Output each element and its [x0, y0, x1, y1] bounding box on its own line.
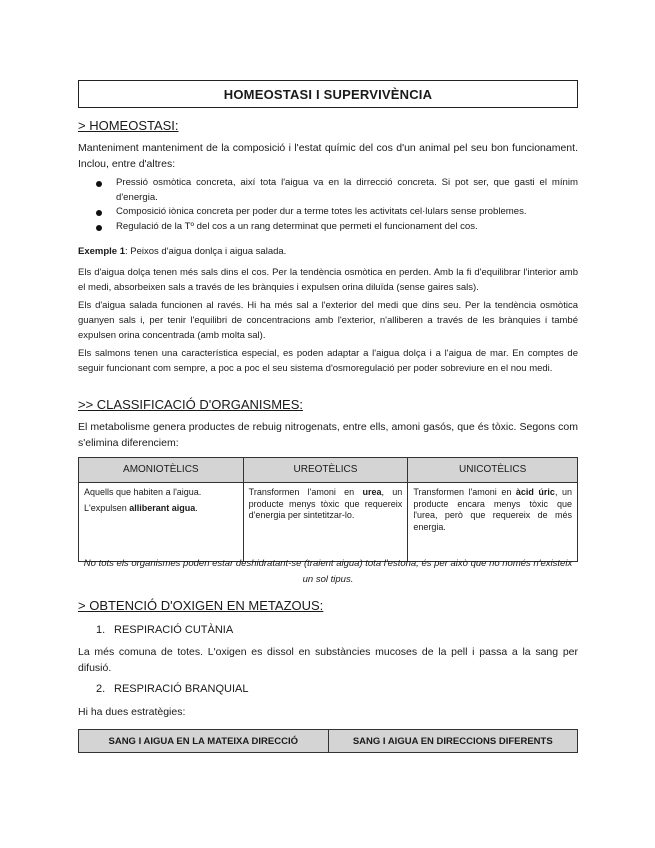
- section-heading-classificacio: >> CLASSIFICACIÓ D'ORGANISMES:: [78, 397, 303, 412]
- bullet-item: Regulació de la Tº del cos a un rang determinat que permeti el funcionament del cos.: [96, 220, 578, 235]
- strategies-table: [78, 729, 578, 753]
- bullet-item: Pressió osmòtica concreta, així tota l'aigua va en la dirrecció concreta. Si pot ser, que gasti el mínim d'energia.: [96, 176, 578, 205]
- strategy-different-directions: SANG I AIGUA EN DIRECCIONS DIFERENTS: [328, 730, 578, 753]
- example-line: [78, 244, 578, 259]
- subheading-respiracio-cutania: 1. RESPIRACIÓ CUTÀNIA: [96, 624, 234, 636]
- bullet-icon: [96, 181, 102, 187]
- homeostasi-bullet-list: [96, 176, 578, 234]
- classificacio-intro: El metabolisme genera productes de rebuig nitrogenats, entre ells, amoni gasós, que és tòxic. Segons com s'elimina diferenciem:: [78, 421, 578, 449]
- example-label: Exemple 1: [78, 246, 125, 257]
- bullet-icon: [96, 210, 102, 216]
- table-header-row: [79, 458, 578, 483]
- respiracio-cutania-text: La més comuna de totes. L'oxigen es dissol en substàncies mucoses de la pell i passa a la sang per difusió.: [78, 646, 578, 674]
- bullet-item: Composició iònica concreta per poder dur a terme totes les activitats cel·lulars sense problemes.: [96, 205, 578, 220]
- homeostasi-intro: Manteniment manteniment de la composició i l'estat químic del cos d'un animal pel seu bon funcionament. Inclou, entre d'altres:: [78, 142, 578, 170]
- document-title-text: HOMEOSTASI I SUPERVIVÈNCIA: [223, 86, 433, 102]
- example-text: : Peixos d'aigua donlça i aigua salada.: [125, 246, 287, 257]
- table-header-amoniotelics: AMONIOTÈLICS: [79, 458, 244, 483]
- bullet-icon: [96, 225, 102, 231]
- document-title: [78, 80, 578, 108]
- subheading-respiracio-branquial: 2. RESPIRACIÓ BRANQUIAL: [96, 683, 249, 695]
- table-header-ureotelics: UREOTÈLICS: [243, 458, 408, 483]
- italic-note: No tots els organismes poden estar deshidratant-se (traient aigua) tota l'estona, és per això que no només n'existeix un sol tipus.: [83, 558, 573, 585]
- table-row: [79, 730, 578, 753]
- paragraph-salmon: Els salmons tenen una característica especial, es poden adaptar a l'aigua dolça i a l'aigua de mar. En comptes de seguir funcionant com sempre, a poc a poc el seu sistema d'osmoregulació per poder sobreviure en el nou medi.: [78, 348, 578, 374]
- table-cell-ureotelics: Transformen l'amoni en urea, un producte menys tòxic que requereix d'energia per sintetitzar-lo.: [243, 483, 408, 562]
- table-row: [79, 483, 578, 562]
- table-cell-unicotelics: Transformen l'amoni en àcid úric, un producte encara menys tòxic que l'urea, però que requereix de més energia.: [408, 483, 578, 562]
- strategy-same-direction: SANG I AIGUA EN LA MATEIXA DIRECCIÓ: [79, 730, 329, 753]
- table-header-unicotelics: UNICOTÈLICS: [408, 458, 578, 483]
- paragraph-freshwater: Els d'aigua dolça tenen més sals dins el cos. Per la tendència osmòtica en perden. Amb la fi d'equilibrar l'interior amb el medi, absorbeixen sals a través de les brànquies i expulsen orina diluïda (sense gaires sals).: [78, 267, 578, 293]
- paragraph-saltwater: Els d'aigua salada funcionen al ravés. Hi ha més sal a l'exterior del medi que dins seu. Per la tendència osmòtica guanyen sals i, per tenir l'equilibri de concentracions amb l'exterior, n'alliberen a través de les brànquies i també expulsen orina concentrada (amb molta sal).: [78, 300, 578, 341]
- respiracio-branquial-text: Hi ha dues estratègies:: [78, 706, 186, 718]
- table-cell-amoniotelics: Aquells que habiten a l'aigua. L'expulsen alliberant aigua.: [79, 483, 244, 562]
- section-heading-homeostasi: > HOMEOSTASI:: [78, 118, 179, 133]
- organism-classification-table: [78, 457, 578, 562]
- section-heading-oxigen: > OBTENCIÓ D'OXIGEN EN METAZOUS:: [78, 598, 324, 613]
